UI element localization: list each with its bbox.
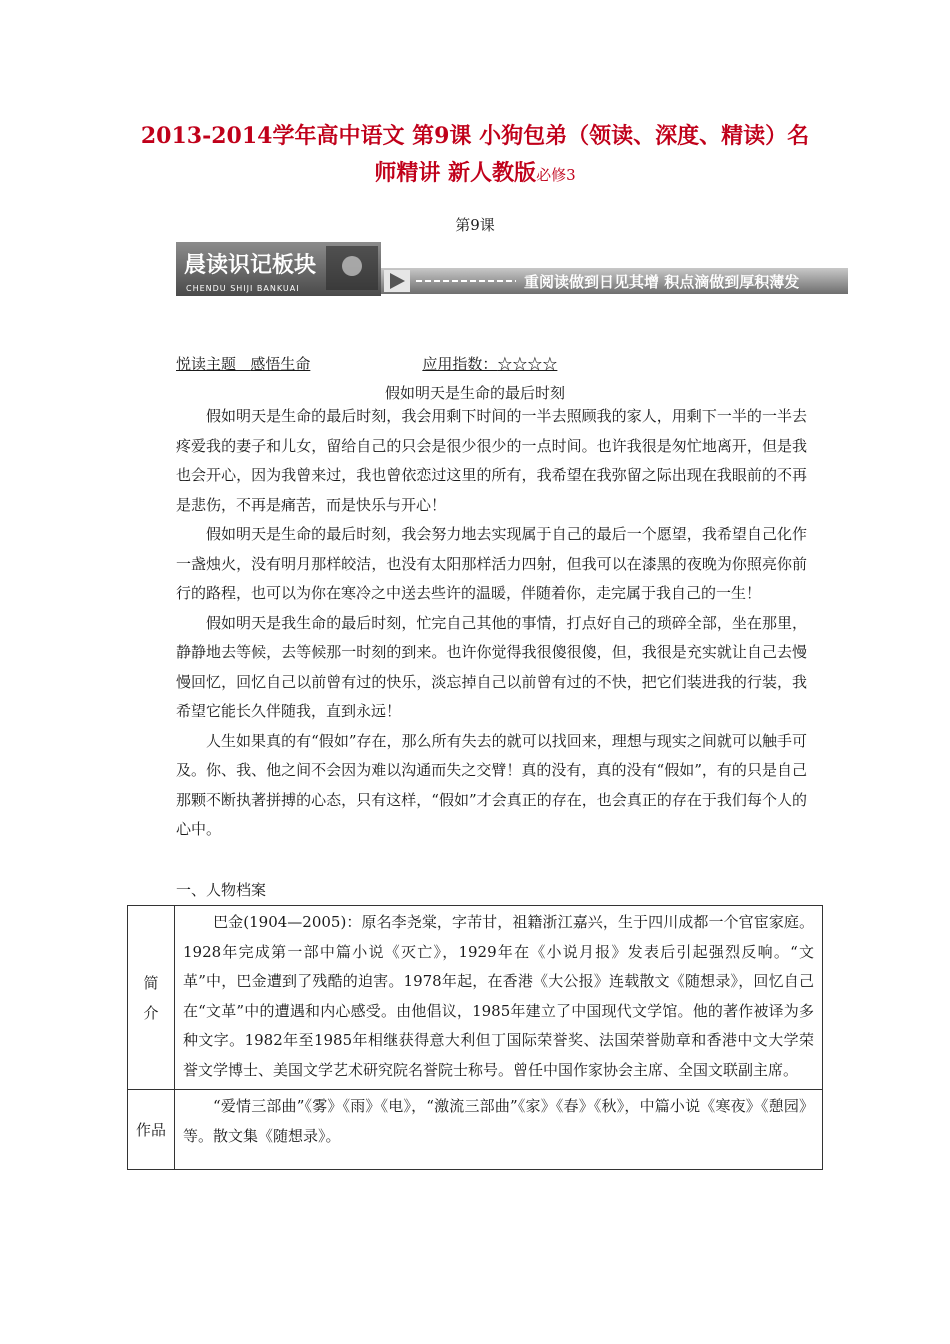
document-title-suffix: 必修3 — [536, 166, 576, 184]
essay-paragraph: 假如明天是生命的最后时刻，我会用剩下时间的一半去照顾我的家人，用剩下一半的一半去疼爱我的妻子和儿女，留给自己的只会是很少很少的一点时间。也许我很是匆忙地离开，但是我也会开心，因为我曾来过，我也曾依恋过这里的所有，我希望在我弥留之际出现在我眼前的不再是悲伤，不再是痛苦，而是快乐与开心！ — [176, 407, 807, 514]
section-banner — [176, 242, 848, 296]
intro-text: 巴金(1904—2005)：原名李尧棠，字芾甘，祖籍浙江嘉兴，生于四川成都一个官宦家庭。1928年完成第一部中篇小说《灭亡》，1929年在《小说月报》发表后引起强烈反响。“文革”中，巴金遭到了残酷的迫害。1978年起，在香港《大公报》连载散文《随想录》，回忆自己在“文革”中的遭遇和内心感受。由他倡议，1985年建立了中国现代文学馆。他的著作被译为多种文字。1982年至1985年相继获得意大利但丁国际荣誉奖、法国荣誉勋章和香港中文大学荣誉文学博士、美国文学艺术研究院名誉院士称号。曾任中国作家协会主席、全国文联副主席。 — [183, 913, 814, 1079]
row-header-works — [128, 1090, 175, 1170]
essay-paragraph: 假如明天是我生命的最后时刻，忙完自己其他的事情，打点好自己的琐碎全部，坐在那里，静静地去等候，去等候那一时刻的到来。也许你觉得我很傻很傻，但，我很是充实就让自己去慢慢回忆，回忆自己以前曾有过的快乐，淡忘掉自己以前曾有过的不快，把它们装进我的行装，我希望它能长久伴随我，直到永远！ — [176, 613, 807, 720]
lesson-label: 第9课 — [455, 216, 495, 234]
theme-label: 悦读主题 — [176, 355, 237, 373]
essay-paragraph: 人生如果真的有“假如”存在，那么所有失去的就可以找回来，理想与现实之间就可以触手可及。你、我、他之间不会因为难以沟通而失之交臂！真的没有，真的没有“假如”，有的只是自己那颗不断执著拼搏的心态，只有这样，“假如”才会真正的存在，也会真正的存在于我们每个人的心中。 — [176, 731, 807, 838]
essay-paragraph: 假如明天是生命的最后时刻，我会努力地去实现属于自己的最后一个愿望，我希望自己化作一盏烛火，没有明月那样皎洁，也没有太阳那样活力四射，但我可以在漆黑的夜晚为你照亮你前行的路程，也可以为你在寒冷之中送去些许的温暖，伴随着你，走完属于我自己的一生！ — [176, 525, 807, 602]
essay-title: 假如明天是生命的最后时刻 — [384, 384, 565, 402]
document-title-main: 2013-2014学年高中语文 第9课 小狗包弟（领读、深度、精读）名师精讲 新人教版 — [140, 123, 810, 186]
row-header-intro — [128, 906, 175, 1090]
essay-body — [176, 402, 807, 845]
index-label: 应用指数： — [422, 355, 498, 373]
works-text: “爱情三部曲”《雾》《雨》《电》，“激流三部曲”《家》《春》《秋》，中篇小说《寒夜》《憩园》等。散文集《随想录》。 — [183, 1097, 814, 1145]
row-header-label: 简介 — [143, 973, 159, 1022]
index-stars: ☆☆☆☆ — [497, 355, 558, 373]
banner-block-pinyin: CHENDU SHIJI BANKUAI — [186, 284, 300, 293]
document-title — [130, 118, 820, 194]
table-row — [128, 1090, 823, 1170]
reading-meta — [176, 353, 557, 374]
row-content-intro — [175, 906, 823, 1090]
row-header-label: 作品 — [136, 1120, 167, 1139]
profile-table — [127, 905, 823, 1170]
theme-value: 感悟生命 — [250, 355, 311, 373]
row-content-works — [175, 1090, 823, 1170]
banner-block-title: 晨读识记板块 — [184, 253, 317, 278]
banner-slogan: 重阅读做到日见其增 积点滴做到厚积薄发 — [524, 273, 800, 291]
table-row — [128, 906, 823, 1090]
section-title: 一、人物档案 — [176, 881, 267, 899]
